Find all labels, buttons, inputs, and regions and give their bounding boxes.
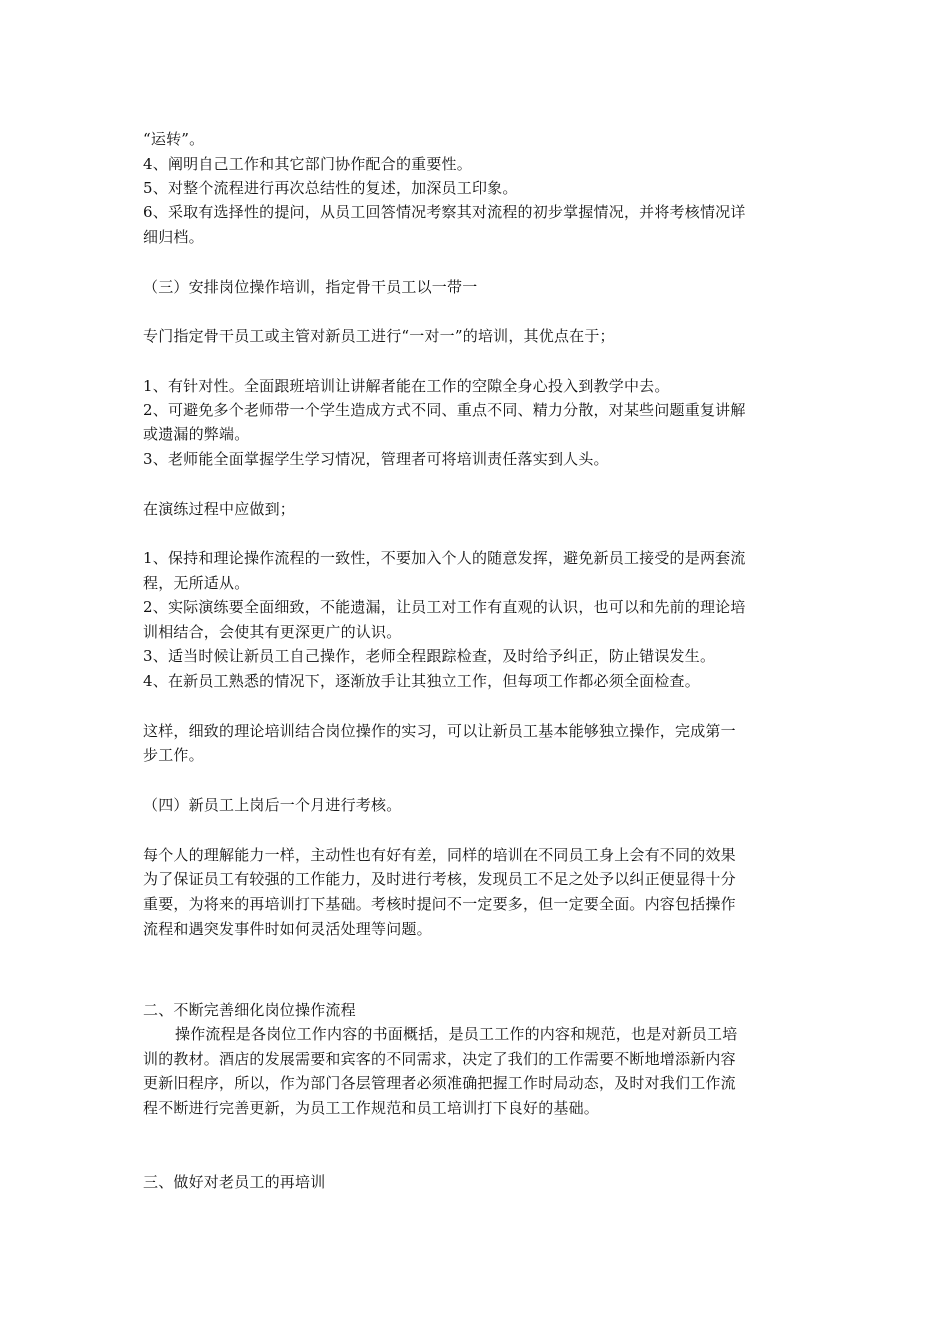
paragraph-line: 操作流程是各岗位工作内容的书面概括，是员工工作的内容和规范，也是对新员工培 [175, 1025, 738, 1043]
paragraph-line: 流程和遇突发事件时如何灵活处理等问题。 [143, 920, 432, 938]
paragraph-line: 每个人的理解能力一样，主动性也有好有差，同样的培训在不同员工身上会有不同的效果 [143, 846, 736, 864]
list-item: 1、有针对性。全面跟班培训让讲解者能在工作的空隙全身心投入到教学中去。 [143, 377, 670, 395]
text-line: 4、阐明自己工作和其它部门协作配合的重要性。 [143, 155, 472, 173]
section-heading: （四）新员工上岗后一个月进行考核。 [143, 796, 402, 814]
text-line: “运转”。 [143, 130, 205, 148]
text-line: 细归档。 [143, 228, 204, 246]
paragraph-line: 重要，为将来的再培训打下基础。考核时提问不一定要多，但一定要全面。内容包括操作 [143, 895, 736, 913]
paragraph-line: 步工作。 [143, 746, 204, 764]
paragraph-line: 专门指定骨干员工或主管对新员工进行“一对一”的培训，其优点在于； [143, 327, 615, 345]
paragraph-line: 在演练过程中应做到； [143, 500, 296, 518]
list-item: 2、实际演练要全面细致，不能遗漏，让员工对工作有直观的认识，也可以和先前的理论培 [143, 598, 746, 616]
paragraph-line: 为了保证员工有较强的工作能力，及时进行考核，发现员工不足之处予以纠正便显得十分 [143, 870, 736, 888]
list-item: 2、可避免多个老师带一个学生造成方式不同、重点不同、精力分散，对某些问题重复讲解 [143, 401, 746, 419]
paragraph-line: 更新旧程序，所以，作为部门各层管理者必须准确把握工作时局动态，及时对我们工作流 [143, 1074, 736, 1092]
paragraph-line: 训的教材。酒店的发展需要和宾客的不同需求，决定了我们的工作需要不断地增添新内容 [143, 1050, 736, 1068]
paragraph-line: 程不断进行完善更新，为员工工作规范和员工培训打下良好的基础。 [143, 1099, 600, 1117]
text-line: 6、采取有选择性的提问，从员工回答情况考察其对流程的初步掌握情况，并将考核情况详 [143, 203, 746, 221]
section-heading: （三）安排岗位操作培训，指定骨干员工以一带一 [143, 278, 478, 296]
list-item: 训相结合，会使其有更深更广的认识。 [143, 623, 402, 641]
list-item: 或遗漏的弊端。 [143, 425, 250, 443]
list-item: 程，无所适从。 [143, 574, 250, 592]
list-item: 1、保持和理论操作流程的一致性，不要加入个人的随意发挥，避免新员工接受的是两套流 [143, 549, 746, 567]
list-item: 3、老师能全面掌握学生学习情况，管理者可将培训责任落实到人头。 [143, 450, 609, 468]
list-item: 4、在新员工熟悉的情况下，逐渐放手让其独立工作，但每项工作都必须全面检查。 [143, 672, 700, 690]
section-heading: 三、做好对老员工的再培训 [143, 1173, 326, 1191]
paragraph-line: 这样，细致的理论培训结合岗位操作的实习，可以让新员工基本能够独立操作，完成第一 [143, 722, 736, 740]
list-item: 3、适当时候让新员工自己操作，老师全程跟踪检查，及时给予纠正，防止错误发生。 [143, 647, 716, 665]
section-heading: 二、不断完善细化岗位操作流程 [143, 1001, 356, 1019]
text-line: 5、对整个流程进行再次总结性的复述，加深员工印象。 [143, 179, 518, 197]
